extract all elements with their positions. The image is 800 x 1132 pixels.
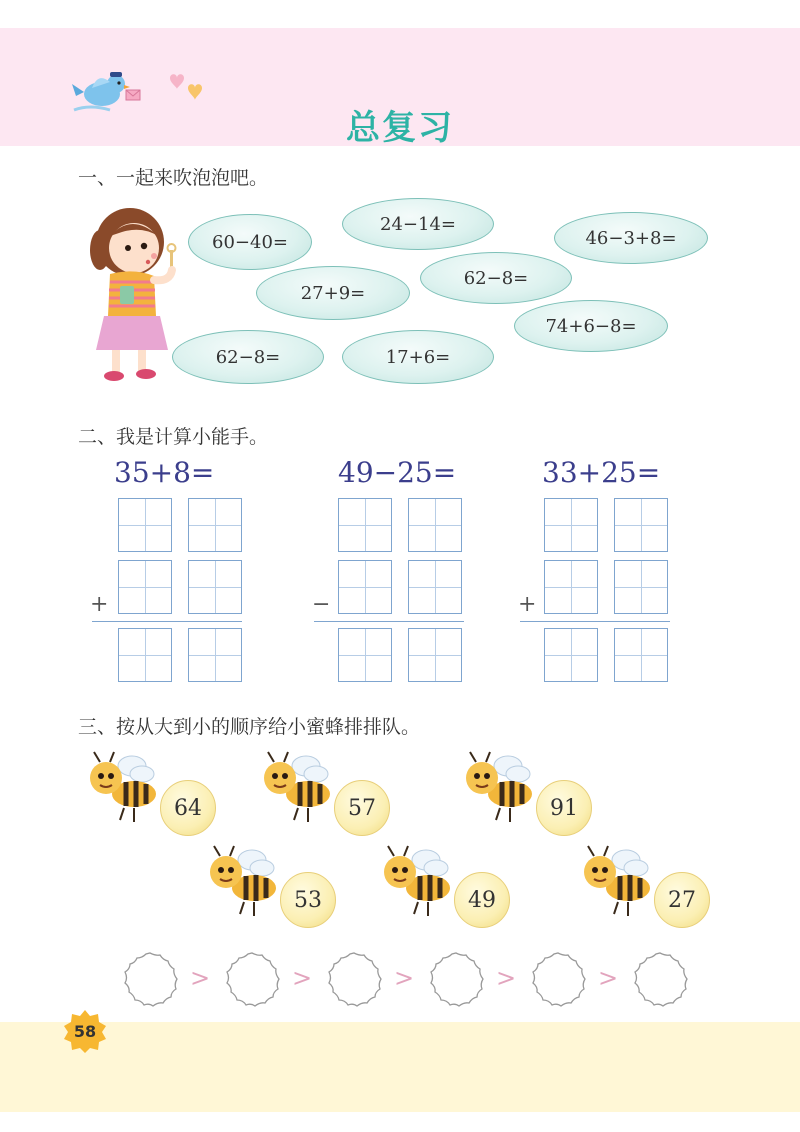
bee-number-badge: 27 — [654, 872, 710, 928]
problem-1-expression: 35+8= — [114, 456, 215, 489]
answer-box[interactable] — [188, 560, 242, 614]
answer-circle[interactable] — [630, 950, 690, 1010]
answer-box[interactable] — [338, 560, 392, 614]
answer-box[interactable] — [614, 628, 668, 682]
bubble-8-expression: 17+6= — [385, 346, 451, 368]
greater-than-symbol: > — [496, 964, 517, 992]
problem-2-sum-line — [314, 621, 464, 622]
answer-box[interactable] — [614, 498, 668, 552]
bubble-6-expression: 74+6−8= — [545, 315, 637, 337]
bee-number-badge: 91 — [536, 780, 592, 836]
bubble-2-expression: 24−14= — [380, 213, 456, 235]
bee-number-badge: 53 — [280, 872, 336, 928]
greater-than-symbol: > — [598, 964, 619, 992]
answer-box[interactable] — [408, 498, 462, 552]
bee-icon — [460, 748, 540, 826]
bubble-4 — [256, 266, 410, 320]
bubble-8 — [342, 330, 494, 384]
section-3-title: 三、按从大到小的顺序给小蜜蜂排排队。 — [78, 716, 421, 738]
greater-than-symbol: > — [190, 964, 211, 992]
answer-box[interactable] — [408, 560, 462, 614]
footer-band — [0, 1022, 800, 1112]
bubble-2 — [342, 198, 494, 250]
problem-1-sum-line — [92, 621, 242, 622]
answer-box[interactable] — [544, 628, 598, 682]
answer-circle[interactable] — [528, 950, 588, 1010]
bubble-5-expression: 62−8= — [463, 267, 529, 289]
answer-box[interactable] — [118, 628, 172, 682]
problem-2-expression: 49−25= — [338, 456, 457, 489]
greater-than-symbol: > — [292, 964, 313, 992]
problem-3-sum-line — [520, 621, 670, 622]
hearts-icon — [160, 70, 210, 104]
bubble-4-expression: 27+9= — [300, 282, 366, 304]
page-title: 总复习 — [346, 108, 454, 148]
bubble-7 — [172, 330, 324, 384]
problem-1-operator: + — [90, 592, 109, 617]
answer-box[interactable] — [188, 498, 242, 552]
bubble-7-expression: 62−8= — [215, 346, 281, 368]
answer-circle[interactable] — [324, 950, 384, 1010]
bee-icon — [84, 748, 164, 826]
answer-circle[interactable] — [222, 950, 282, 1010]
section-1-title: 一、一起来吹泡泡吧。 — [78, 167, 269, 189]
bubble-6 — [514, 300, 668, 352]
bubble-1-expression: 60−40= — [212, 231, 288, 253]
bee-icon — [378, 842, 458, 920]
section-2-title: 二、我是计算小能手。 — [78, 426, 269, 448]
answer-circle[interactable] — [120, 950, 180, 1010]
answer-box[interactable] — [118, 498, 172, 552]
bee-number-badge: 64 — [160, 780, 216, 836]
answer-box[interactable] — [408, 628, 462, 682]
problem-3-operator: + — [518, 592, 537, 617]
greater-than-symbol: > — [394, 964, 415, 992]
answer-box[interactable] — [338, 498, 392, 552]
answer-box[interactable] — [544, 498, 598, 552]
bubble-3-expression: 46−3+8= — [585, 227, 677, 249]
answer-box[interactable] — [544, 560, 598, 614]
bee-number-badge: 57 — [334, 780, 390, 836]
bubble-1 — [188, 214, 312, 270]
answer-box[interactable] — [188, 628, 242, 682]
bee-icon — [204, 842, 284, 920]
answer-box[interactable] — [614, 560, 668, 614]
answer-box[interactable] — [338, 628, 392, 682]
page-number: 58 — [73, 1021, 97, 1041]
bee-icon — [578, 842, 658, 920]
answer-box[interactable] — [118, 560, 172, 614]
bee-number-badge: 49 — [454, 872, 510, 928]
bee-icon — [258, 748, 338, 826]
problem-2-operator: − — [312, 592, 331, 617]
answer-circle[interactable] — [426, 950, 486, 1010]
bubble-5 — [420, 252, 572, 304]
bubble-3 — [554, 212, 708, 264]
problem-3-expression: 33+25= — [542, 456, 661, 489]
